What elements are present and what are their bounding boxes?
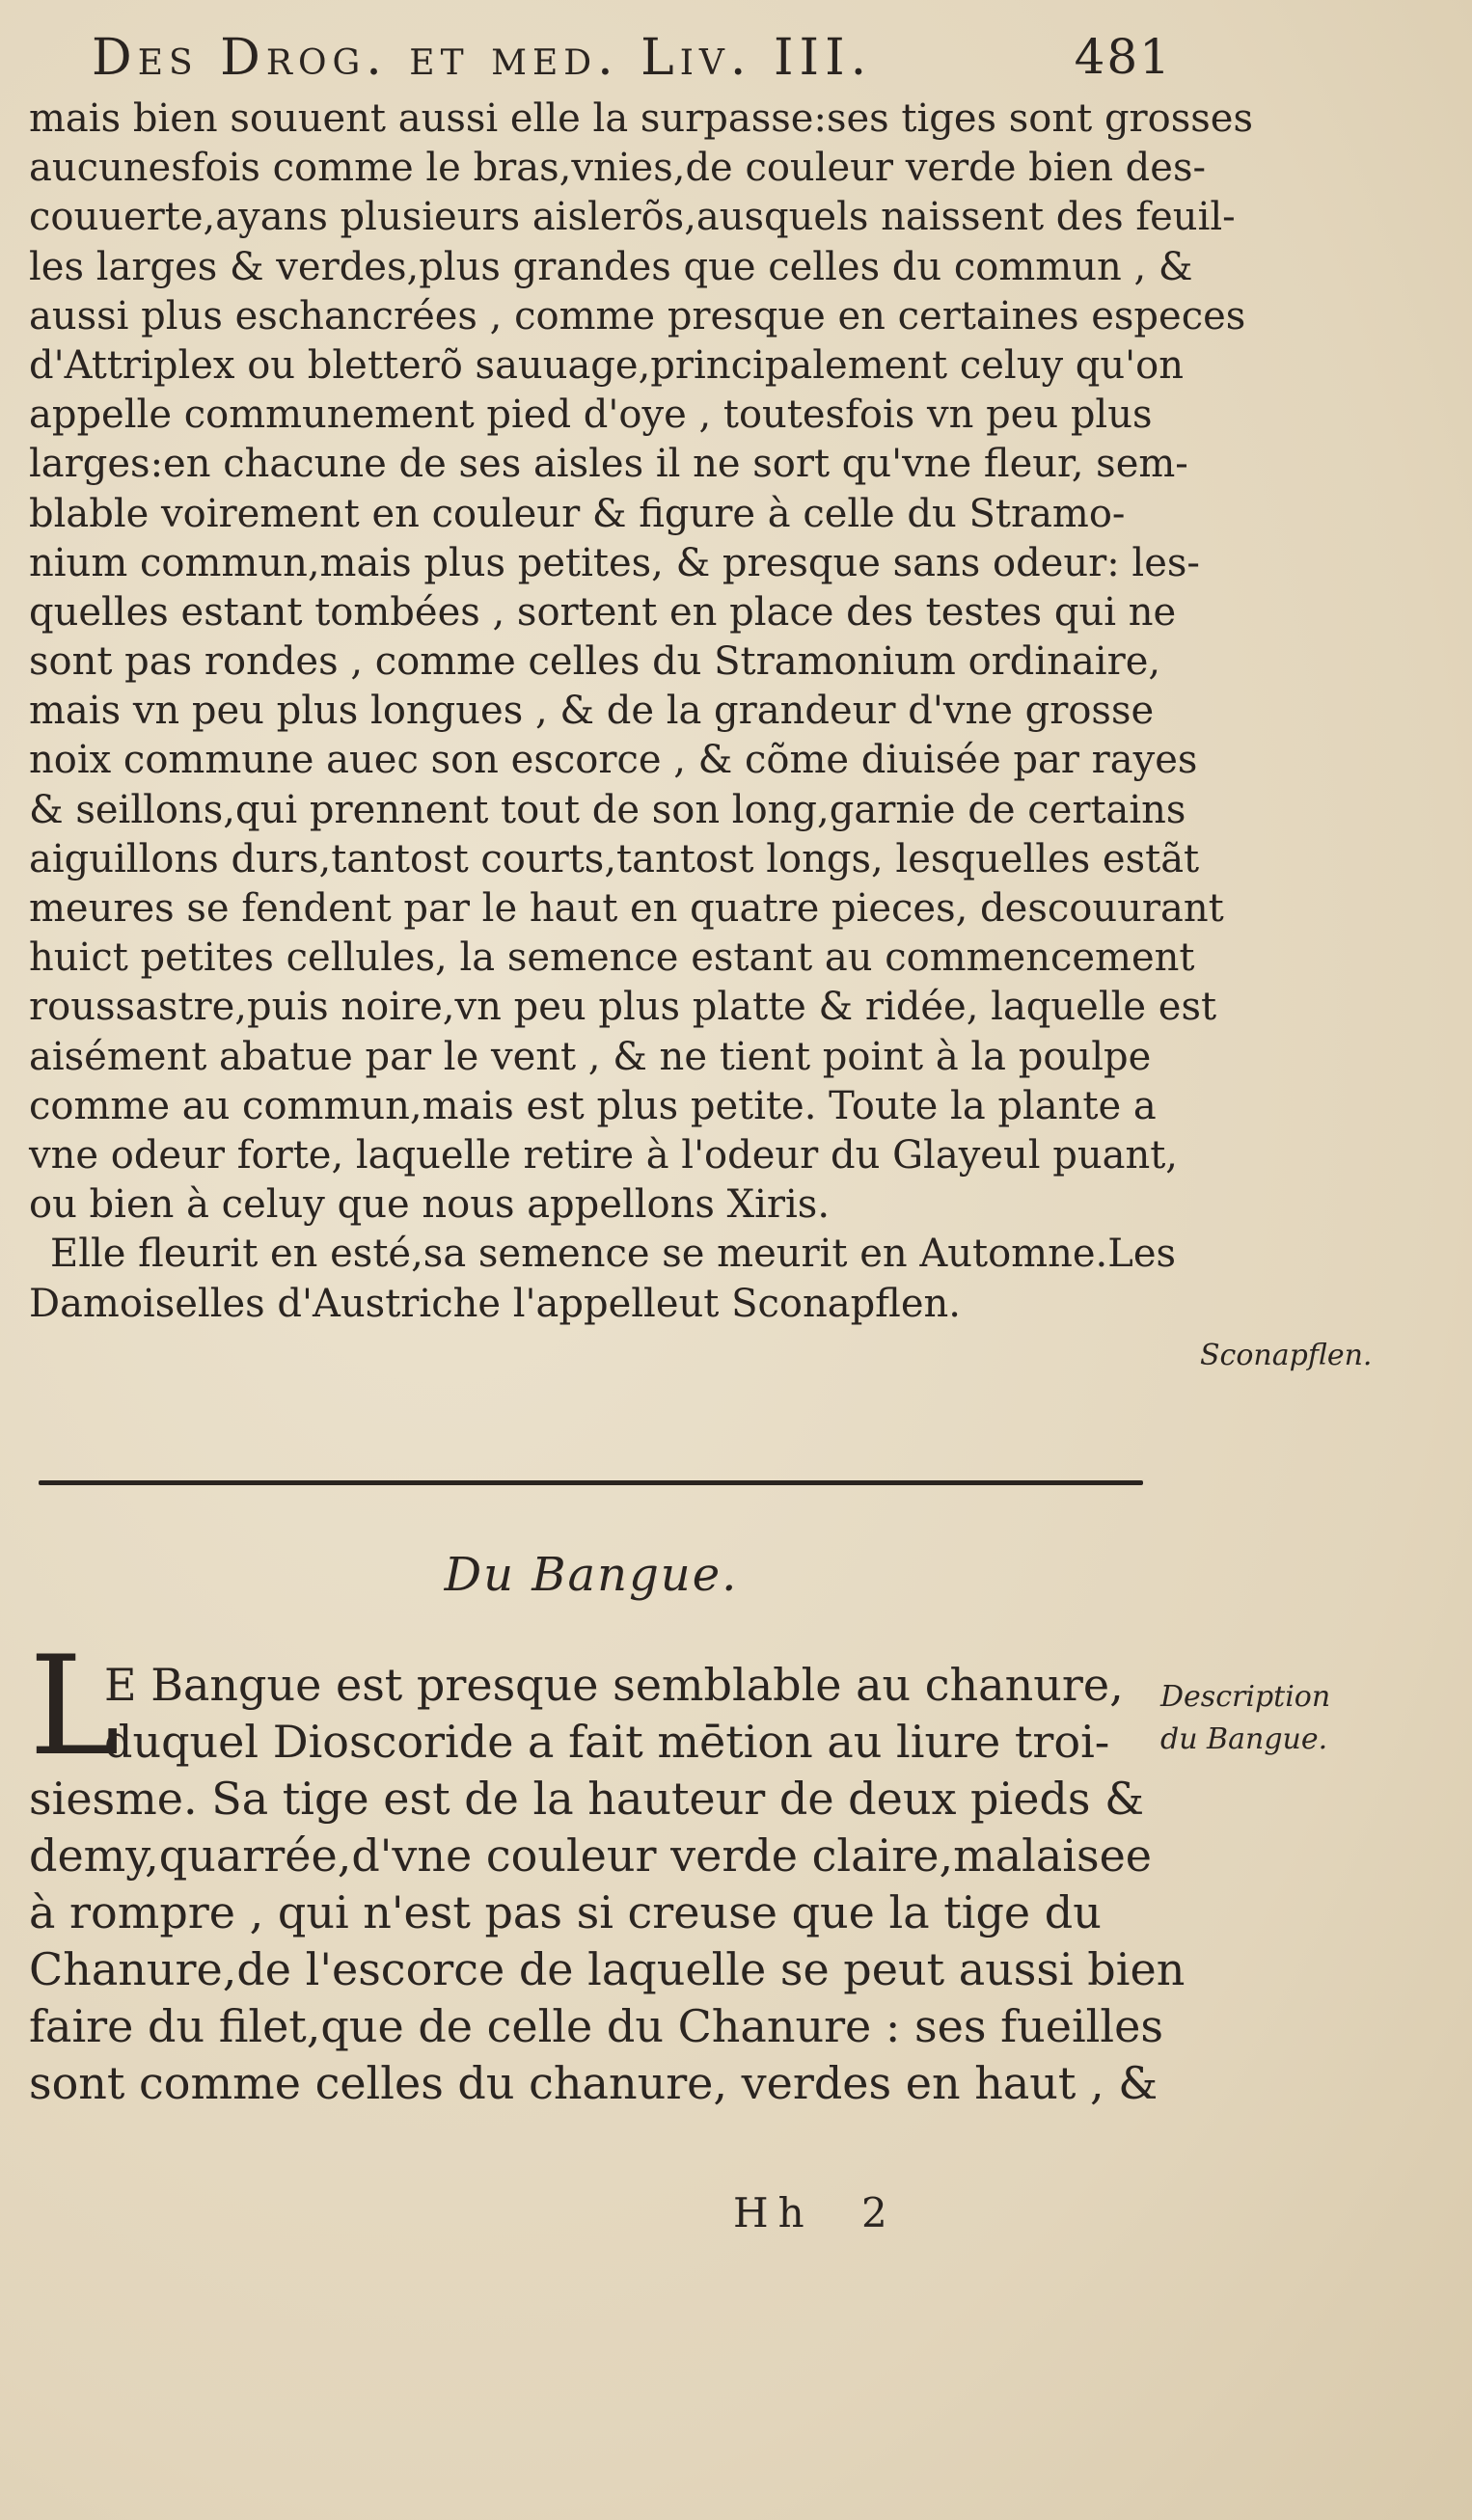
text-line: aiguillons durs,tantost courts,tantost longs, lesquelles estãt: [29, 836, 1200, 881]
text-line: larges:en chacune de ses aisles il ne sort qu'vne fleur, sem-: [29, 442, 1188, 487]
text-line: aucunesfois comme le bras,vnies,de couleur verde bien des-: [29, 146, 1206, 191]
text-line: mais vn peu plus longues , & de la grandeur d'vne grosse: [29, 689, 1155, 734]
text-line: ou bien à celuy que nous appellons Xiris.: [29, 1182, 831, 1228]
margin-note-line: du Bangue.: [1160, 1722, 1328, 1756]
text-line: faire du filet,que de celle du Chanure : ses fueilles: [29, 2000, 1163, 2052]
drop-capital: L: [29, 1627, 121, 1786]
running-header: [92, 21, 1172, 98]
section-heading: Du Bangue.: [444, 1548, 739, 1602]
text-line: appelle communement pied d'oye , toutesfois vn peu plus: [29, 393, 1153, 438]
text-line: vne odeur forte, laquelle retire à l'odeur du Glayeul puant,: [29, 1132, 1178, 1178]
text-line: aussi plus eschancrées , comme presque en certaines especes: [29, 293, 1246, 339]
paragraph-line: Damoiselles d'Austriche l'appelleut Sconapflen.: [29, 1281, 961, 1326]
text-line: roussastre,puis noire,vn peu plus platte & ridée, laquelle est: [29, 985, 1217, 1030]
paragraph-line: Elle fleurit en esté,sa semence se meurit en Automne.Les: [50, 1232, 1177, 1277]
text-line: nium commun,mais plus petites, & presque sans odeur: les-: [29, 540, 1200, 585]
text-line: quelles estant tombées , sortent en place des testes qui ne: [29, 589, 1177, 635]
text-line: mais bien souuent aussi elle la surpasse:ses tiges sont grosses: [29, 96, 1254, 141]
text-line: huict petites cellules, la semence estant au commencement: [29, 935, 1195, 981]
text-line: comme au commun,mais est plus petite. Toute la plante a: [29, 1083, 1157, 1128]
text-line: d'Attriplex ou bletterõ sauuage,principalement celuy qu'on: [29, 342, 1184, 388]
text-line: blable voirement en couleur & figure à celle du Stramo-: [29, 491, 1126, 536]
margin-note-sconapflen: Sconapflen.: [1200, 1339, 1373, 1372]
text-line: duquel Dioscoride a fait mētion au liure troi-: [104, 1716, 1110, 1768]
text-line: les larges & verdes,plus grandes que celles du commun , &: [29, 244, 1193, 289]
page-number: 481: [1074, 29, 1172, 85]
text-line: siesme. Sa tige est de la hauteur de deux pieds &: [29, 1773, 1145, 1825]
text-line: à rompre , qui n'est pas si creuse que la tige du: [29, 1886, 1102, 1938]
section-divider: [39, 1480, 1143, 1485]
text-block-continuation: [29, 95, 1254, 1329]
text-block-bangue: [29, 1657, 1186, 2112]
text-line: sont pas rondes , comme celles du Stramonium ordinaire,: [29, 639, 1161, 685]
margin-note-description: [1160, 1676, 1330, 1761]
running-title: Des Drog. et med. Liv. III.: [92, 29, 873, 87]
text-line: noix commune auec son escorce , & cõme diuisée par rayes: [29, 738, 1198, 783]
signature-number: 2: [861, 2189, 897, 2236]
signature-letters: Hh: [733, 2189, 814, 2236]
text-line: demy,quarrée,d'vne couleur verde claire,malaisee: [29, 1829, 1153, 1882]
margin-note-line: Description: [1160, 1680, 1331, 1714]
text-line: meures se fendent par le haut en quatre pieces, descouurant: [29, 886, 1224, 931]
text-line: E Bangue est presque semblable au chanure,: [104, 1659, 1124, 1711]
text-line: couuerte,ayans plusieurs aislerõs,ausquels naissent des feuil-: [29, 195, 1236, 240]
text-line: aisément abatue par le vent , & ne tient point à la poulpe: [29, 1034, 1152, 1079]
signature-mark: [733, 2189, 922, 2236]
text-line: Chanure,de l'escorce de laquelle se peut aussi bien: [29, 1943, 1186, 1995]
text-line: & seillons,qui prennent tout de son long,garnie de certains: [29, 787, 1186, 832]
text-line: sont comme celles du chanure, verdes en haut , &: [29, 2057, 1159, 2109]
